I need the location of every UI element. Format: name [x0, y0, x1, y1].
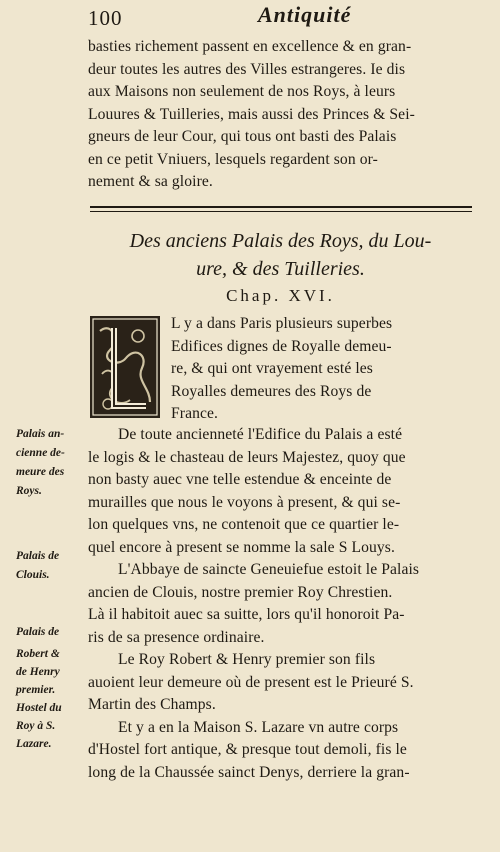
text-line: ancien de Clouis, nostre premier Roy Chrestien.: [88, 583, 393, 601]
text-line: Edifices dignes de Royalle demeu-: [171, 337, 392, 355]
text-line: L'Abbaye de saincte Geneuiefue estoit le Palais: [118, 561, 420, 578]
margin-note: Lazare.: [16, 738, 52, 750]
margin-note: premier.: [16, 684, 56, 696]
margin-note: meure des: [16, 466, 65, 478]
margin-note: Clouis.: [16, 569, 50, 581]
margin-note: Palais an-: [16, 428, 65, 440]
margin-note: cienne de-: [16, 447, 65, 459]
text-line: murailles que nous le voyons à present, & qui se-: [88, 493, 401, 511]
text-line: nement & sa gloire.: [88, 173, 213, 190]
chapter-title-line-1: Des anciens Palais des Roys, du Lou-: [129, 230, 432, 252]
running-header: [88, 0, 480, 34]
text-line: Et y a en la Maison S. Lazare vn autre corps: [118, 718, 399, 736]
margin-note: Hostel du: [16, 702, 62, 714]
running-title: Antiquité: [258, 2, 352, 27]
text-line: lon quelques vns, ne contenoit que ce quartier le-: [88, 516, 400, 533]
text-line: Royalles demeures des Roys de: [171, 382, 372, 400]
margin-note: Palais de: [16, 626, 60, 638]
divider-rule: [90, 206, 472, 208]
text-line: ris de sa presence ordinaire.: [88, 628, 265, 646]
text-line: Martin des Champs.: [88, 696, 216, 713]
body-text: [88, 424, 476, 784]
text-line: deur toutes les autres des Villes estrangeres. Ie dis: [88, 60, 406, 78]
text-line: le logis & le chasteau de leurs Majestez, quoy que: [88, 448, 406, 466]
text-line: Le Roy Robert & Henry premier son fils: [118, 651, 376, 668]
section-divider: [90, 206, 472, 212]
text-line: basties richement passent en excellence & en gran-: [88, 38, 412, 55]
text-line: aux Maisons non seulement de nos Roys, à leurs: [88, 83, 396, 100]
chapter-number: Chap. XVI.: [226, 286, 335, 305]
margin-note: Robert &: [16, 648, 60, 660]
intro-paragraph: [88, 36, 473, 194]
text-line: quel encore à present se nomme la sale S Louys.: [88, 538, 395, 556]
page-number: 100: [88, 6, 123, 30]
ornamental-initial-l: [90, 316, 160, 418]
text-line: re, & qui ont vrayement esté les: [171, 360, 373, 377]
margin-note: Palais de: [16, 550, 60, 562]
lead-paragraph: [171, 313, 476, 426]
text-line: Louures & Tuilleries, mais aussi des Princes & Sei-: [88, 105, 415, 123]
margin-note: Roy à S.: [16, 720, 56, 732]
divider-rule-thin: [90, 211, 472, 212]
text-line: L y a dans Paris plusieurs superbes: [171, 315, 393, 332]
text-line: auoient leur demeure où de present est le Prieuré S.: [88, 673, 414, 691]
text-line: gneurs de leur Cour, qui tous ont basti des Palais: [88, 128, 397, 145]
text-line: France.: [171, 405, 219, 422]
text-line: long de la Chaussée sainct Denys, derriere la gran-: [88, 763, 410, 781]
text-line: De toute ancienneté l'Edifice du Palais a esté: [118, 426, 403, 443]
margin-note: de Henry: [16, 666, 60, 678]
chapter-title-line-2: ure, & des Tuilleries.: [196, 258, 365, 280]
text-line: Là il habitoit auec sa suitte, lors qu'il honoroit Pa-: [88, 606, 405, 623]
chapter-heading: [88, 227, 473, 307]
text-line: non basty auec vne telle estendue & enceinte de: [88, 471, 392, 488]
text-line: en ce petit Vniuers, lesquels regardent son or-: [88, 150, 378, 168]
text-line: d'Hostel fort antique, & presque tout demoli, fis le: [88, 741, 407, 758]
margin-note: Roys.: [16, 485, 42, 497]
